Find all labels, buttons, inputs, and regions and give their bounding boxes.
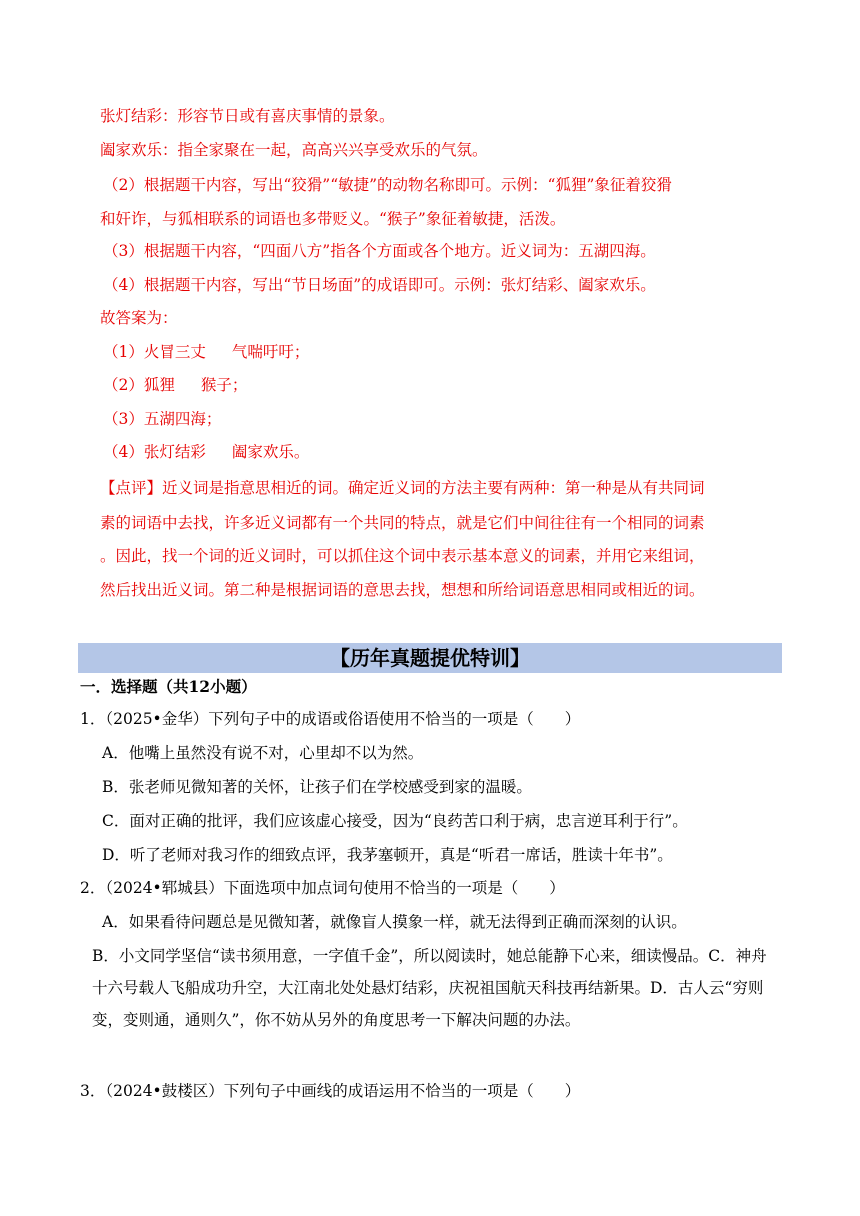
answer-item-1a: （1）火冒三丈 — [103, 343, 206, 361]
answer-item-2 — [103, 374, 247, 396]
answer-line-1: 张灯结彩：形容节日或有喜庆事情的景象。 — [100, 107, 395, 125]
answer-item-2a: （2）狐狸 — [103, 376, 175, 394]
question-1-option-a: A．他嘴上虽然没有说不对，心里却不以为然。 — [102, 744, 424, 762]
comment-line-4: 然后找出近义词。第二种是根据词语的意思去找，想想和所给词语意思相同或相近的词。 — [100, 581, 705, 599]
question-1-option-c: C．面对正确的批评，我们应该虚心接受，因为“良药苦口利于病，忠言逆耳利于行”。 — [102, 812, 688, 830]
question-3-stem: 3．（2024•鼓楼区）下列句子中画线的成语运用不恰当的一项是（ ） — [80, 1082, 581, 1100]
question-1-stem: 1．（2025•金华）下列句子中的成语或俗语使用不恰当的一项是（ ） — [80, 710, 581, 728]
question-1-option-b: B．张老师见微知著的关怀，让孩子们在学校感受到家的温暖。 — [102, 778, 532, 796]
answer-item-1 — [103, 341, 309, 363]
answer-item-3: （3）五湖四海； — [103, 410, 222, 428]
section-heading: 一．选择题（共12小题） — [80, 677, 257, 696]
question-1-option-d: D．听了老师对我习作的细致点评，我茅塞顿开，真是“听君一席话，胜读十年书”。 — [102, 846, 673, 864]
comment-line-1 — [100, 477, 705, 499]
answer-item-2b: 猴子； — [200, 376, 248, 394]
answer-item-4a: （4）张灯结彩 — [103, 443, 206, 461]
comment-line-2: 素的词语中去找，许多近义词都有一个共同的特点，就是它们中间往往有一个相同的词素 — [100, 514, 705, 532]
answer-line-3a: （2）根据题干内容，写出“狡猾”“敏捷”的动物名称即可。示例：“狐狸”象征着狡猾 — [103, 176, 672, 194]
answer-line-6: 故答案为： — [100, 309, 178, 327]
answer-item-4b: 阖家欢乐。 — [231, 443, 310, 461]
question-2-options-bcd: B．小文同学坚信“读书须用意，一字值千金”，所以阅读时，她总能静下心来，细读慢品。C．神舟十六号载人飞船成功升空，大江南北处处悬灯结彩，庆祝祖国航天科技再结新果。D．古人云“穷则变，变则通，通则久”，你不妨从另外的角度思考一下解决问题的办法。 — [92, 947, 767, 1029]
answer-line-4: （3）根据题干内容，“四面八方”指各个方面或各个地方。近义词为：五湖四海。 — [103, 242, 656, 260]
question-2-option-a: A．如果看待问题总是见微知著，就像盲人摸象一样，就无法得到正确而深刻的认识。 — [102, 913, 687, 931]
comment-tag: 【点评】 — [100, 479, 163, 497]
section-banner: 【历年真题提优特训】 — [78, 643, 782, 673]
comment-line-3: 。因此，找一个词的近义词时，可以抓住这个词中表示基本意义的词素，并用它来组词， — [100, 547, 705, 565]
answer-item-4 — [103, 441, 309, 463]
answer-line-2: 阖家欢乐：指全家聚在一起，高高兴兴享受欢乐的气氛。 — [100, 141, 488, 159]
question-2-stem: 2．（2024•郓城县）下面选项中加点词句使用不恰当的一项是（ ） — [80, 879, 565, 897]
answer-item-1b: 气喘吁吁； — [231, 343, 310, 361]
comment-text-1: 近义词是指意思相近的词。确定近义词的方法主要有两种：第一种是从有共同词 — [162, 479, 705, 497]
answer-line-5: （4）根据题干内容，写出“节日场面”的成语即可。示例：张灯结彩、阖家欢乐。 — [103, 276, 656, 294]
answer-line-3b: 和奸诈，与狐相联系的词语也多带贬义。“猴子”象征着敏捷，活泼。 — [100, 210, 566, 228]
